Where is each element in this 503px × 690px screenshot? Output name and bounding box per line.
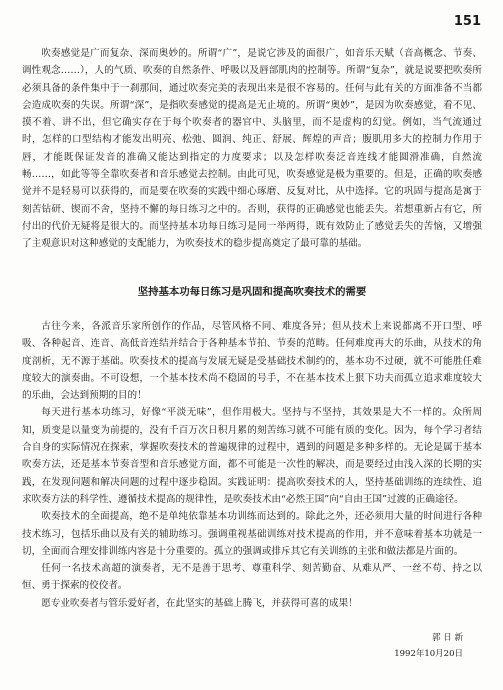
section-text-block xyxy=(22,318,482,612)
section-paragraph-5: 愿专业吹奏者与管乐爱好者，在此坚实的基础上腾飞，并获得可喜的成果！ xyxy=(41,597,358,609)
intro-text-block xyxy=(22,45,482,253)
section-heading: 坚持基本功每日练习是巩固和提高吹奏技术的需要 xyxy=(137,286,367,298)
intro-paragraph: 吹奏感觉是广而复杂、深而奥妙的。所谓“广”，是说它涉及的面很广，如音乐天赋（音高概念、节奏、调性观念……），人的气质、吹奏的自然条件、呼吸以及唇部肌肉的控制等。所谓“复杂”，就是说要把吹奏所必须具备的条件集中于一刹那间，通过吹奏完美的表现出来是很不容易的。任何与此有关的方面准备不当都会造成吹奏的失误。所谓“深”，是指吹奏感觉的提高是无止境的。所谓“奥妙”，是因为吹奏感觉，看不见、摸不着、讲不出，但它确实存在于每个吹奏者的器官中、头脑里，而不是虚构的幻觉。例如，当气流通过时，怎样的口型结构才能发出明亮、松弛、圆润、纯正、舒展、辉煌的声音；腹肌用多大的控制力作用于唇，才能既保证发音的准确又能达到指定的力度要求；以及怎样吹奏泛音连线才能圆滑准确，自然流畅……，如此等等全靠吹奏者和音乐感觉去控制。由此可见，吹奏感觉是极为重要的。但是，正确的吹奏感觉并不是轻易可以获得的，而是要在吹奏的实践中细心琢磨、反复对比，从中选择。它的巩固与提高是寓于刻苦钻研、锲而不舍，坚持不懈的每日练习之中的。否则，获得的正确感觉也能丢失。若想重新占有它，所付出的代价无疑将是很大的。而坚持基本功每日练习是同一举两得，既有效防止了感觉丢失的苦恼，又增强了主观意识对这种感觉的支配能力，为吹奏技术的稳步提高奠定了最可靠的基础。 xyxy=(22,48,482,250)
section-paragraph-4: 任何一名技术高超的演奏者，无不是善于思考、尊重科学、刻苦勤奋、从难从严、一丝不苟、持之以恒、勇于探索的佼佼者。 xyxy=(22,563,482,592)
signature-block xyxy=(394,630,463,662)
section-paragraph-1: 古往今来，各派音乐家所创作的作品，尽管风格不同、难度各异；但从技术上来说都离不开口型、呼吸、各种起音、连音、高低音连结并结合于各种基本节拍、节奏的范畴。任何难度再大的乐曲，从技术的角度剖析，无不源于基础。吹奏技术的提高与发展无疑是受基础技术制约的，基本功不过硬，就不可能胜任难度较大的演奏曲。不可设想，一个基本技术尚不稳固的号手，不在基本技术上狠下功夫而孤立追求难度较大的乐曲，会达到预期的目的！ xyxy=(22,321,482,402)
page-number: 151 xyxy=(453,14,481,29)
signature-date: 1992年10月20日 xyxy=(394,649,463,659)
section-paragraph-2: 每天进行基本功练习，好像“平淡无味”，但作用极大。坚持与不坚持，其效果是大不一样的。众所周知，质变是以量变为前提的，没有千百万次日积月累的刻苦练习就不可能有质的变化。因为，每个学习者结合自身的实际情况在探索，掌握吹奏技术的普遍规律的过程中，遇到的问题是多种多样的。无论是属于基本吹奏方法，还是基本节奏音型和音乐感觉方面，都不可能是一次性的解决，而是要经过由浅入深的长期的实践，在发现问题和解决问题的过程中逐步稳固。实践证明：提高吹奏技术的人，坚持基础训练的连续性、追求吹奏方法的科学性、遵循技术提高的规律性，是吹奏技术由“必然王国”向“自由王国”过渡的正确途径。 xyxy=(22,407,482,505)
section-paragraph-3: 吹奏技术的全面提高，绝不是单纯依靠基本功训练而达到的。除此之外，还必须用大量的时间进行各种技术练习，包括乐曲以及有关的辅助练习。强调重视基础训练对技术提高的作用，并不意味着基本功就是一切，全面而合理安排训练内容是十分重要的。孤立的强调或排斥其它有关训练的主张和做法都是片面的。 xyxy=(22,511,482,557)
author-name: 郭 日 新 xyxy=(432,633,463,643)
